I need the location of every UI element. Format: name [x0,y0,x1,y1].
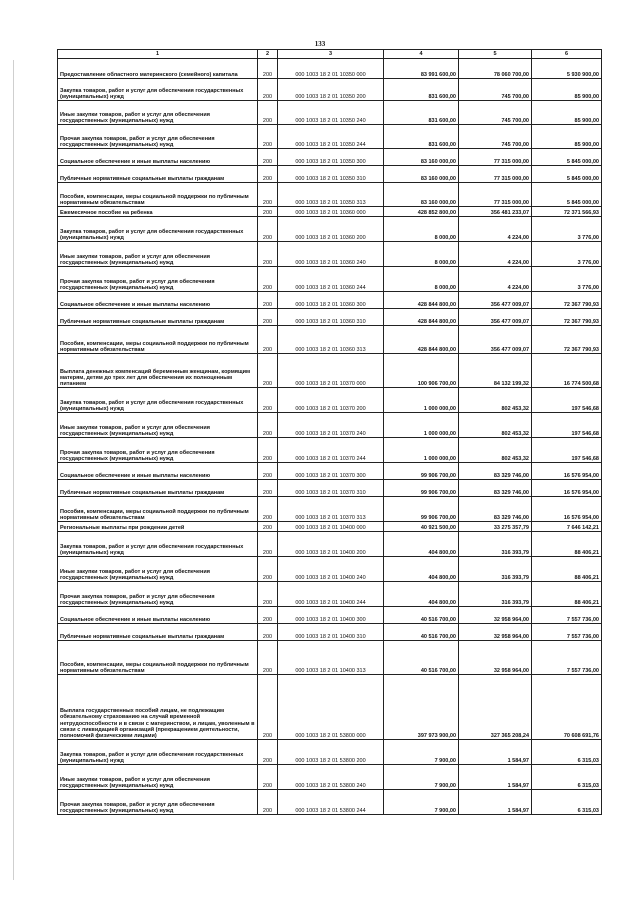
table-row [58,532,602,557]
row-approved: 397 973 900,00 [384,675,459,740]
row-code: 200 [258,790,278,815]
row-code: 200 [258,532,278,557]
table-row [58,101,602,125]
row-name: Прочая закупка товаров, работ и услуг для обеспечения государственных (муниципальных) нужд [58,790,258,815]
row-code: 200 [258,101,278,125]
row-name: Публичные нормативные социальные выплаты гражданам [58,624,258,641]
row-name: Социальное обеспечение и иные выплаты населению [58,149,258,166]
table-row [58,438,602,463]
table-row [58,480,602,497]
row-approved: 831 600,00 [384,125,459,149]
row-kbk: 000 1003 18 2 01 10350 313 [278,183,384,207]
row-name: Ежемесячное пособие на ребенка [58,207,258,217]
row-kbk: 000 1003 18 2 01 53800 000 [278,675,384,740]
row-code: 200 [258,207,278,217]
row-remaining: 197 546,68 [532,413,602,438]
table-row [58,326,602,354]
row-code: 200 [258,388,278,413]
row-name: Закупка товаров, работ и услуг для обеспечения государственных (муниципальных) нужд [58,388,258,413]
row-executed: 77 315 000,00 [459,149,532,166]
table-row [58,79,602,101]
row-remaining: 197 546,68 [532,388,602,413]
row-name: Пособия, компенсации, меры социальной поддержки по публичным нормативным обязательствам [58,326,258,354]
row-remaining: 85 900,00 [532,79,602,101]
row-name: Иные закупки товаров, работ и услуг для обеспечения государственных (муниципальных) нужд [58,765,258,790]
row-executed: 327 365 208,24 [459,675,532,740]
row-kbk: 000 1003 18 2 01 10360 313 [278,326,384,354]
row-approved: 99 906 700,00 [384,480,459,497]
table-row [58,125,602,149]
row-approved: 99 906 700,00 [384,463,459,480]
table-row [58,413,602,438]
row-approved: 404 800,00 [384,557,459,582]
row-kbk: 000 1003 18 2 01 53800 240 [278,765,384,790]
row-executed: 316 393,79 [459,557,532,582]
row-kbk: 000 1003 18 2 01 10350 200 [278,79,384,101]
table-row [58,242,602,267]
header-col-3: 3 [278,50,384,59]
row-remaining: 72 371 566,93 [532,207,602,217]
row-name: Иные закупки товаров, работ и услуг для обеспечения государственных (муниципальных) нужд [58,413,258,438]
row-approved: 83 160 000,00 [384,183,459,207]
row-remaining: 6 315,03 [532,740,602,765]
header-col-2: 2 [258,50,278,59]
row-name: Публичные нормативные социальные выплаты гражданам [58,166,258,183]
row-name: Иные закупки товаров, работ и услуг для обеспечения государственных (муниципальных) нужд [58,557,258,582]
row-approved: 83 160 000,00 [384,166,459,183]
row-approved: 8 000,00 [384,242,459,267]
row-executed: 83 329 746,00 [459,480,532,497]
row-approved: 1 000 000,00 [384,388,459,413]
row-code: 200 [258,480,278,497]
row-approved: 100 906 700,00 [384,354,459,388]
row-remaining: 88 406,21 [532,557,602,582]
row-name: Предоставление областного материнского (семейного) капитала [58,59,258,79]
row-executed: 356 477 009,07 [459,326,532,354]
row-kbk: 000 1003 18 2 01 10350 244 [278,125,384,149]
row-kbk: 000 1003 18 2 01 10350 000 [278,59,384,79]
row-code: 200 [258,463,278,480]
budget-table [57,49,602,815]
row-code: 200 [258,607,278,624]
row-executed: 4 224,00 [459,267,532,292]
row-name: Пособия, компенсации, меры социальной поддержки по публичным нормативным обязательствам [58,641,258,675]
row-name: Социальное обеспечение и иные выплаты населению [58,292,258,309]
row-executed: 32 958 964,00 [459,624,532,641]
row-kbk: 000 1003 18 2 01 10400 244 [278,582,384,607]
row-executed: 83 329 746,00 [459,497,532,522]
row-name: Иные закупки товаров, работ и услуг для обеспечения государственных (муниципальных) нужд [58,242,258,267]
row-approved: 40 516 700,00 [384,607,459,624]
row-executed: 356 481 233,07 [459,207,532,217]
row-code: 200 [258,740,278,765]
table-row [58,463,602,480]
row-remaining: 72 367 790,93 [532,309,602,326]
row-code: 200 [258,242,278,267]
table-row [58,354,602,388]
row-remaining: 7 557 736,00 [532,624,602,641]
row-approved: 8 000,00 [384,217,459,242]
table-body [58,59,602,815]
row-approved: 7 900,00 [384,740,459,765]
row-approved: 831 600,00 [384,79,459,101]
table-row [58,149,602,166]
row-approved: 404 800,00 [384,582,459,607]
table-header [58,50,602,59]
row-executed: 356 477 009,07 [459,309,532,326]
table-row [58,292,602,309]
row-code: 200 [258,217,278,242]
row-remaining: 70 608 691,76 [532,675,602,740]
row-approved: 1 000 000,00 [384,413,459,438]
table-row [58,624,602,641]
row-remaining: 16 576 954,00 [532,480,602,497]
row-approved: 428 852 800,00 [384,207,459,217]
row-remaining: 85 900,00 [532,101,602,125]
row-remaining: 5 845 000,00 [532,166,602,183]
table-row [58,641,602,675]
row-kbk: 000 1003 18 2 01 53800 200 [278,740,384,765]
row-remaining: 72 367 790,93 [532,326,602,354]
row-kbk: 000 1003 18 2 01 10350 300 [278,149,384,166]
row-executed: 33 275 357,79 [459,522,532,532]
row-code: 200 [258,149,278,166]
row-code: 200 [258,125,278,149]
row-code: 200 [258,79,278,101]
row-kbk: 000 1003 18 2 01 10400 300 [278,607,384,624]
row-executed: 1 584,97 [459,740,532,765]
row-name: Иные закупки товаров, работ и услуг для обеспечения государственных (муниципальных) нужд [58,101,258,125]
row-remaining: 16 576 954,00 [532,463,602,480]
table-row [58,607,602,624]
row-remaining: 6 315,03 [532,765,602,790]
row-executed: 745 700,00 [459,101,532,125]
row-executed: 316 393,79 [459,532,532,557]
row-approved: 40 516 700,00 [384,624,459,641]
row-approved: 8 000,00 [384,267,459,292]
row-approved: 40 516 700,00 [384,641,459,675]
row-name: Выплата государственных пособий лицам, не подлежащим обязательному страхованию на случай временной нетрудоспособности и в связи с материнством, и лицам, уволенным в связи с ликвидацией организаций (прекращением деятельности, полномочий физическими лицами) [58,675,258,740]
table-row [58,557,602,582]
row-name: Прочая закупка товаров, работ и услуг для обеспечения государственных (муниципальных) нужд [58,267,258,292]
row-executed: 4 224,00 [459,217,532,242]
row-kbk: 000 1003 18 2 01 10370 300 [278,463,384,480]
row-remaining: 5 845 000,00 [532,183,602,207]
row-remaining: 16 576 954,00 [532,497,602,522]
row-executed: 802 453,32 [459,388,532,413]
row-name: Прочая закупка товаров, работ и услуг для обеспечения государственных (муниципальных) нужд [58,125,258,149]
row-remaining: 7 557 736,00 [532,607,602,624]
row-name: Закупка товаров, работ и услуг для обеспечения государственных (муниципальных) нужд [58,740,258,765]
row-kbk: 000 1003 18 2 01 10360 310 [278,309,384,326]
row-code: 200 [258,675,278,740]
row-kbk: 000 1003 18 2 01 10360 240 [278,242,384,267]
row-remaining: 3 776,00 [532,242,602,267]
row-approved: 83 160 000,00 [384,149,459,166]
row-approved: 7 900,00 [384,790,459,815]
row-kbk: 000 1003 18 2 01 10400 240 [278,557,384,582]
table-row [58,522,602,532]
row-name: Прочая закупка товаров, работ и услуг для обеспечения государственных (муниципальных) нужд [58,582,258,607]
header-col-4: 4 [384,50,459,59]
row-remaining: 6 315,03 [532,790,602,815]
table-row [58,740,602,765]
row-code: 200 [258,497,278,522]
row-name: Выплата денежных компенсаций беременным женщинам, кормящим матерям, детям до трех лет для обеспечения их полноценным питанием [58,354,258,388]
row-remaining: 88 406,21 [532,532,602,557]
row-name: Публичные нормативные социальные выплаты гражданам [58,309,258,326]
row-kbk: 000 1003 18 2 01 53800 244 [278,790,384,815]
row-kbk: 000 1003 18 2 01 10370 310 [278,480,384,497]
row-code: 200 [258,292,278,309]
row-name: Социальное обеспечение и иные выплаты населению [58,463,258,480]
row-remaining: 85 900,00 [532,125,602,149]
row-remaining: 5 845 000,00 [532,149,602,166]
row-remaining: 3 776,00 [532,217,602,242]
table-row [58,59,602,79]
row-name: Закупка товаров, работ и услуг для обеспечения государственных (муниципальных) нужд [58,532,258,557]
row-executed: 1 584,97 [459,790,532,815]
row-remaining: 197 546,68 [532,438,602,463]
row-kbk: 000 1003 18 2 01 10370 240 [278,413,384,438]
row-approved: 831 600,00 [384,101,459,125]
row-name: Закупка товаров, работ и услуг для обеспечения государственных (муниципальных) нужд [58,79,258,101]
row-name: Пособия, компенсации, меры социальной поддержки по публичным нормативным обязательствам [58,497,258,522]
row-executed: 77 315 000,00 [459,183,532,207]
row-code: 200 [258,166,278,183]
row-remaining: 16 774 500,68 [532,354,602,388]
row-code: 200 [258,354,278,388]
row-executed: 32 958 964,00 [459,641,532,675]
row-code: 200 [258,413,278,438]
row-executed: 4 224,00 [459,242,532,267]
row-executed: 77 315 000,00 [459,166,532,183]
row-kbk: 000 1003 18 2 01 10360 300 [278,292,384,309]
row-kbk: 000 1003 18 2 01 10360 000 [278,207,384,217]
table-row [58,309,602,326]
row-code: 200 [258,624,278,641]
row-name: Публичные нормативные социальные выплаты гражданам [58,480,258,497]
row-code: 200 [258,59,278,79]
header-row [58,50,602,59]
row-approved: 428 844 800,00 [384,292,459,309]
row-remaining: 72 367 790,93 [532,292,602,309]
row-name: Прочая закупка товаров, работ и услуг для обеспечения государственных (муниципальных) нужд [58,438,258,463]
scan-edge-line [13,60,14,880]
row-executed: 1 584,97 [459,765,532,790]
header-col-1: 1 [58,50,258,59]
row-kbk: 000 1003 18 2 01 10370 000 [278,354,384,388]
row-approved: 428 844 800,00 [384,326,459,354]
row-executed: 745 700,00 [459,125,532,149]
row-code: 200 [258,641,278,675]
row-kbk: 000 1003 18 2 01 10400 200 [278,532,384,557]
table-row [58,582,602,607]
row-kbk: 000 1003 18 2 01 10370 200 [278,388,384,413]
row-code: 200 [258,326,278,354]
row-remaining: 3 776,00 [532,267,602,292]
row-kbk: 000 1003 18 2 01 10350 240 [278,101,384,125]
row-approved: 1 000 000,00 [384,438,459,463]
row-kbk: 000 1003 18 2 01 10370 244 [278,438,384,463]
row-executed: 802 453,32 [459,438,532,463]
row-code: 200 [258,183,278,207]
row-code: 200 [258,309,278,326]
row-name: Региональные выплаты при рождении детей [58,522,258,532]
row-name: Социальное обеспечение и иные выплаты населению [58,607,258,624]
row-executed: 802 453,32 [459,413,532,438]
row-approved: 99 906 700,00 [384,497,459,522]
table-row [58,497,602,522]
row-approved: 83 991 600,00 [384,59,459,79]
row-approved: 428 844 800,00 [384,309,459,326]
row-name: Пособия, компенсации, меры социальной поддержки по публичным нормативным обязательствам [58,183,258,207]
row-kbk: 000 1003 18 2 01 10370 313 [278,497,384,522]
row-code: 200 [258,582,278,607]
row-code: 200 [258,438,278,463]
row-name: Закупка товаров, работ и услуг для обеспечения государственных (муниципальных) нужд [58,217,258,242]
row-executed: 78 060 700,00 [459,59,532,79]
row-executed: 316 393,79 [459,582,532,607]
table-row [58,765,602,790]
row-code: 200 [258,765,278,790]
row-code: 200 [258,557,278,582]
row-executed: 84 132 199,32 [459,354,532,388]
table-row [58,183,602,207]
table-row [58,388,602,413]
page-number: 133 [314,40,326,48]
row-code: 200 [258,522,278,532]
row-kbk: 000 1003 18 2 01 10360 244 [278,267,384,292]
row-kbk: 000 1003 18 2 01 10400 313 [278,641,384,675]
table-row [58,267,602,292]
row-remaining: 7 646 142,21 [532,522,602,532]
header-col-5: 5 [459,50,532,59]
row-remaining: 7 557 736,00 [532,641,602,675]
table-row [58,790,602,815]
row-executed: 83 329 746,00 [459,463,532,480]
row-kbk: 000 1003 18 2 01 10360 200 [278,217,384,242]
table-row [58,166,602,183]
row-kbk: 000 1003 18 2 01 10350 310 [278,166,384,183]
row-executed: 32 958 964,00 [459,607,532,624]
table-row [58,207,602,217]
row-remaining: 5 930 900,00 [532,59,602,79]
row-approved: 40 921 500,00 [384,522,459,532]
row-approved: 7 900,00 [384,765,459,790]
row-kbk: 000 1003 18 2 01 10400 000 [278,522,384,532]
table-row [58,217,602,242]
table-row [58,675,602,740]
row-executed: 745 700,00 [459,79,532,101]
row-remaining: 88 406,21 [532,582,602,607]
row-executed: 356 477 009,07 [459,292,532,309]
row-approved: 404 800,00 [384,532,459,557]
header-col-6: 6 [532,50,602,59]
row-kbk: 000 1003 18 2 01 10400 310 [278,624,384,641]
row-code: 200 [258,267,278,292]
